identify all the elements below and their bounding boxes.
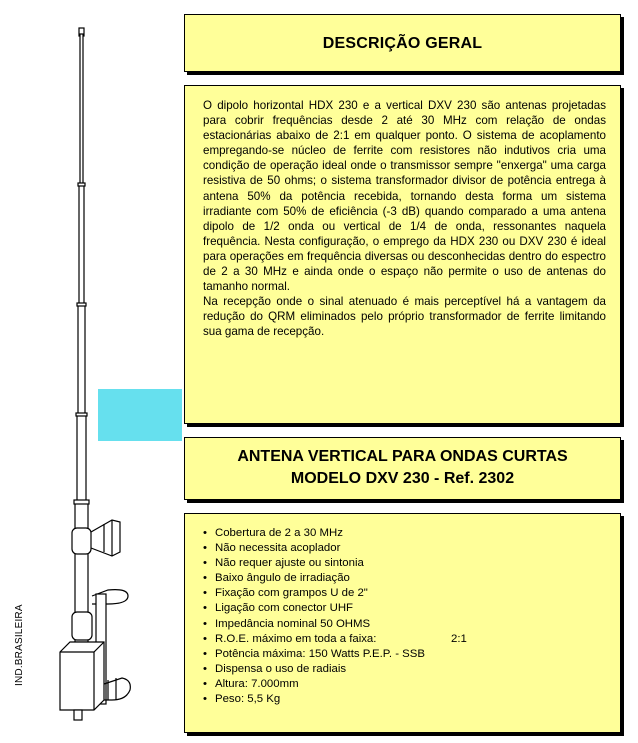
- model-title-line: MODELO DXV 230 - Ref. 2302: [290, 470, 515, 487]
- antenna-illustration: [0, 0, 184, 743]
- description-paragraph: O dipolo horizontal HDX 230 e a vertical DXV 230 são antenas projetadas para cobrir frequências desde 2 até 30 MHz com relação de ondas estacionárias abaixo de 2:1 em qualquer ponto. O sistema de acoplamento empregando-se núcleo de ferrite com resistores não indutivos cria uma condição de operação ideal onde o transmissor sempre "enxerga" uma carga resistiva de 50 ohms; o sistema transformador divisor de potência entrega à antena 50% da potência recebida, tornando desta forma um sistema irradiante com 50% de eficiência (-3 dB) quando comparado a uma antena dipolo de 1/2 onda ou vertical de 1/4 de onda, ressonantes naquela frequência. Nesta configuração, o emprego da HDX 230 ou DXV 230 é ideal para operações em frequência diversas ou desconhecidas dentro do espectro de 2 a 30 MHz e ainda onde o espaço não permite o uso de antenas do tamanho normal.: [203, 99, 606, 294]
- spec-item: • Não requer ajuste ou sintonia: [203, 556, 425, 571]
- spec-item: • Impedância nominal 50 OHMS: [203, 617, 425, 632]
- upper-clamp: [91, 520, 120, 556]
- general-description-panel: [184, 85, 621, 424]
- lower-insulator: [72, 612, 92, 640]
- antenna-whip-top: [80, 34, 83, 184]
- upper-insulator: [72, 528, 91, 554]
- antenna-section-middle: [78, 304, 85, 414]
- antenna-section-upper: [79, 184, 84, 304]
- general-description-text: [203, 98, 606, 340]
- spec-item: • Potência máxima: 150 Watts P.E.P. - SSB: [203, 647, 425, 662]
- description-paragraph: Na recepção onde o sinal atenuado é mais perceptível há a vantagem da redução do QRM eliminados pelo próprio transformador de ferrite limitando sua gama de recepção.: [203, 295, 606, 339]
- joint-collar: [74, 500, 89, 504]
- uhf-connector: [74, 710, 82, 720]
- model-title: [185, 446, 620, 490]
- general-description-title: DESCRIÇÃO GERAL: [322, 35, 483, 52]
- specifications-panel: [184, 513, 621, 733]
- antenna-section-lower-middle: [77, 414, 86, 502]
- spec-item: • R.O.E. máximo em toda a faixa: 2:1: [203, 632, 425, 647]
- spec-item: • Fixação com grampos U de 2": [203, 586, 425, 601]
- general-description-header: [184, 14, 621, 72]
- spec-value: 2:1: [451, 632, 467, 645]
- spec-item: • Altura: 7.000mm: [203, 677, 425, 692]
- model-header: [184, 437, 621, 500]
- specifications-list: [203, 526, 467, 707]
- spec-item: • Dispensa o uso de radiais: [203, 662, 425, 677]
- joint-collar: [77, 303, 86, 306]
- side-label: IND.BRASILEIRA: [14, 604, 25, 686]
- spec-item: • Não necessita acoplador: [203, 541, 425, 556]
- spec-item: • Peso: 5,5 Kg: [203, 692, 425, 707]
- spec-item: • Ligação com conector UHF: [203, 601, 425, 616]
- model-title-line: ANTENA VERTICAL PARA ONDAS CURTAS: [237, 448, 568, 465]
- joint-collar: [76, 413, 87, 416]
- spec-item: • Cobertura de 2 a 30 MHz: [203, 526, 425, 541]
- spec-item: • Baixo ângulo de irradiação: [203, 571, 425, 586]
- joint-collar: [78, 183, 85, 186]
